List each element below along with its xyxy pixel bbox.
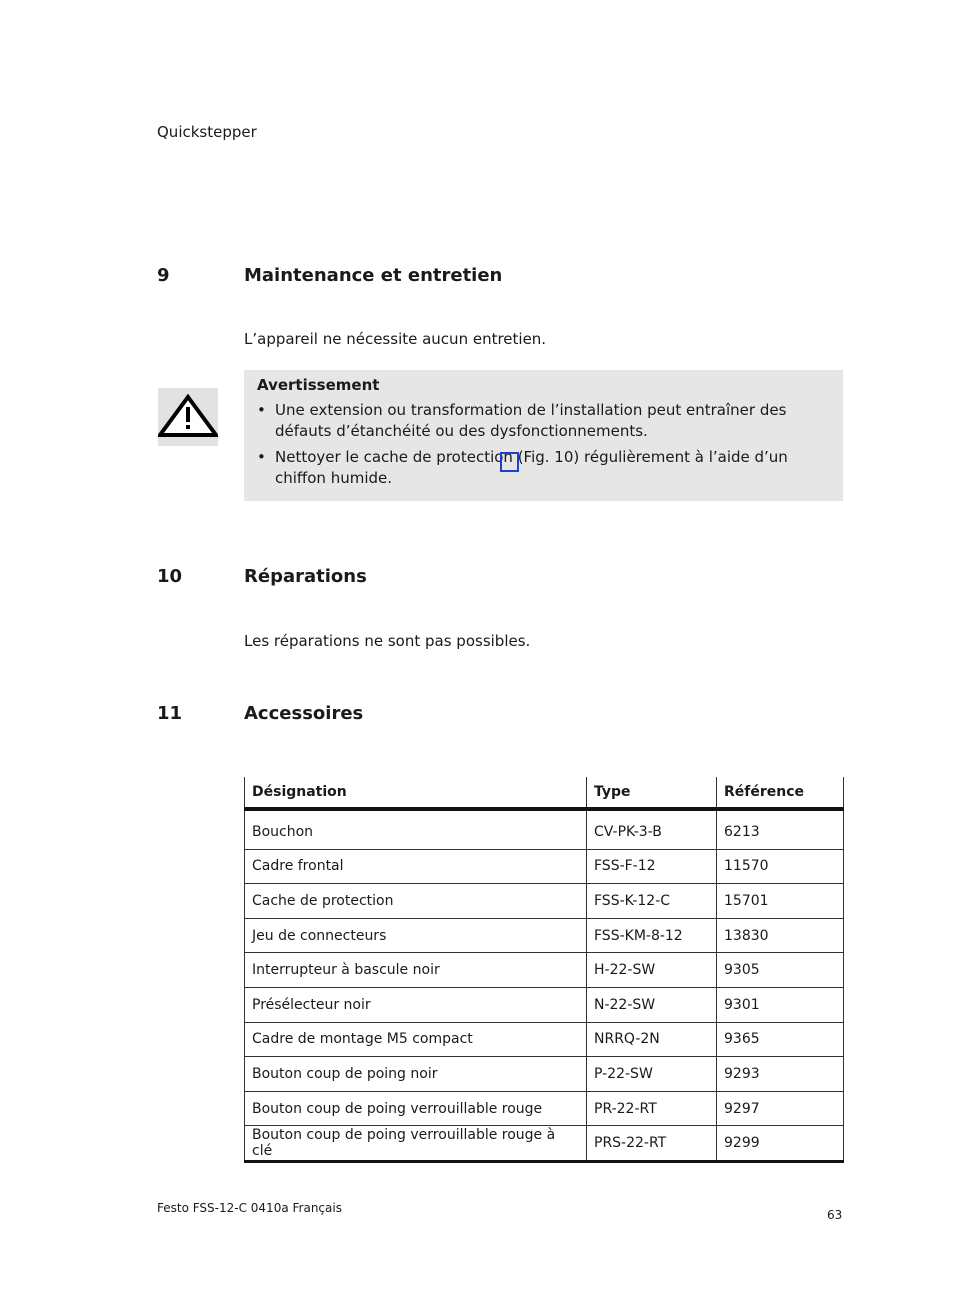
warning-item: • Nettoyer le cache de protection (Fig. 10) régulièrement à l’aide d’un chiffon humide. [257, 447, 829, 489]
column-header-type: Type [587, 777, 717, 809]
warning-triangle-icon [158, 388, 218, 446]
cell-type: CV-PK-3-B [587, 809, 717, 849]
section-text-maintenance: L’appareil ne nécessite aucun entretien. [244, 330, 547, 348]
table-row [245, 1091, 844, 1126]
cell-type: FSS-KM-8-12 [587, 918, 717, 953]
cell-designation: Bouton coup de poing noir [245, 1057, 587, 1092]
warning-box [244, 370, 843, 501]
cell-type: H-22-SW [587, 953, 717, 988]
cell-reference: 9301 [717, 987, 844, 1022]
table-row [245, 884, 844, 919]
cell-type: PRS-22-RT [587, 1126, 717, 1162]
cell-type: N-22-SW [587, 987, 717, 1022]
cell-designation: Cadre de montage M5 compact [245, 1022, 587, 1057]
running-header: Quickstepper [157, 123, 257, 141]
accessories-table [244, 777, 844, 1163]
section-number-9: 9 [157, 265, 170, 286]
cell-designation: Présélecteur noir [245, 987, 587, 1022]
warning-icon-box [158, 388, 218, 446]
table-row [245, 953, 844, 988]
footer-document-id: Festo FSS-12-C 0410a Français [157, 1201, 342, 1215]
section-number-11: 11 [157, 703, 183, 724]
warning-list [257, 400, 829, 489]
highlight-marker [500, 452, 519, 472]
cell-reference: 6213 [717, 809, 844, 849]
cell-reference: 9293 [717, 1057, 844, 1092]
column-header-reference: Référence [717, 777, 844, 809]
page-number: 63 [827, 1208, 843, 1222]
warning-title: Avertissement [257, 376, 380, 394]
table-row [245, 849, 844, 884]
cell-designation: Jeu de connecteurs [245, 918, 587, 953]
table-row [245, 1057, 844, 1092]
cell-reference: 9305 [717, 953, 844, 988]
cell-designation: Interrupteur à bascule noir [245, 953, 587, 988]
cell-designation: Bouton coup de poing verrouillable rouge à clé [245, 1126, 587, 1162]
section-title-accessoires: Accessoires [244, 703, 364, 724]
cell-designation: Cadre frontal [245, 849, 587, 884]
cell-designation: Cache de protection [245, 884, 587, 919]
cell-designation: Bouchon [245, 809, 587, 849]
cell-reference: 9299 [717, 1126, 844, 1162]
cell-type: NRRQ-2N [587, 1022, 717, 1057]
column-header-designation: Désignation [245, 777, 587, 809]
cell-type: PR-22-RT [587, 1091, 717, 1126]
cell-reference: 11570 [717, 849, 844, 884]
cell-type: FSS-K-12-C [587, 884, 717, 919]
section-title-maintenance: Maintenance et entretien [244, 265, 503, 286]
cell-reference: 9297 [717, 1091, 844, 1126]
cell-reference: 13830 [717, 918, 844, 953]
section-title-reparations: Réparations [244, 566, 367, 587]
section-text-reparations: Les réparations ne sont pas possibles. [244, 632, 531, 650]
cell-reference: 15701 [717, 884, 844, 919]
cell-designation: Bouton coup de poing verrouillable rouge [245, 1091, 587, 1126]
cell-reference: 9365 [717, 1022, 844, 1057]
table-row [245, 918, 844, 953]
cell-type: P-22-SW [587, 1057, 717, 1092]
table-row [245, 987, 844, 1022]
table-row [245, 1126, 844, 1162]
cell-type: FSS-F-12 [587, 849, 717, 884]
section-number-10: 10 [157, 566, 183, 587]
table-row [245, 1022, 844, 1057]
table-header-row [245, 777, 844, 809]
warning-item: • Une extension ou transformation de l’installation peut entraîner des défauts d’étanchéité ou des dysfonctionnements. [257, 400, 829, 442]
table-row [245, 809, 844, 849]
